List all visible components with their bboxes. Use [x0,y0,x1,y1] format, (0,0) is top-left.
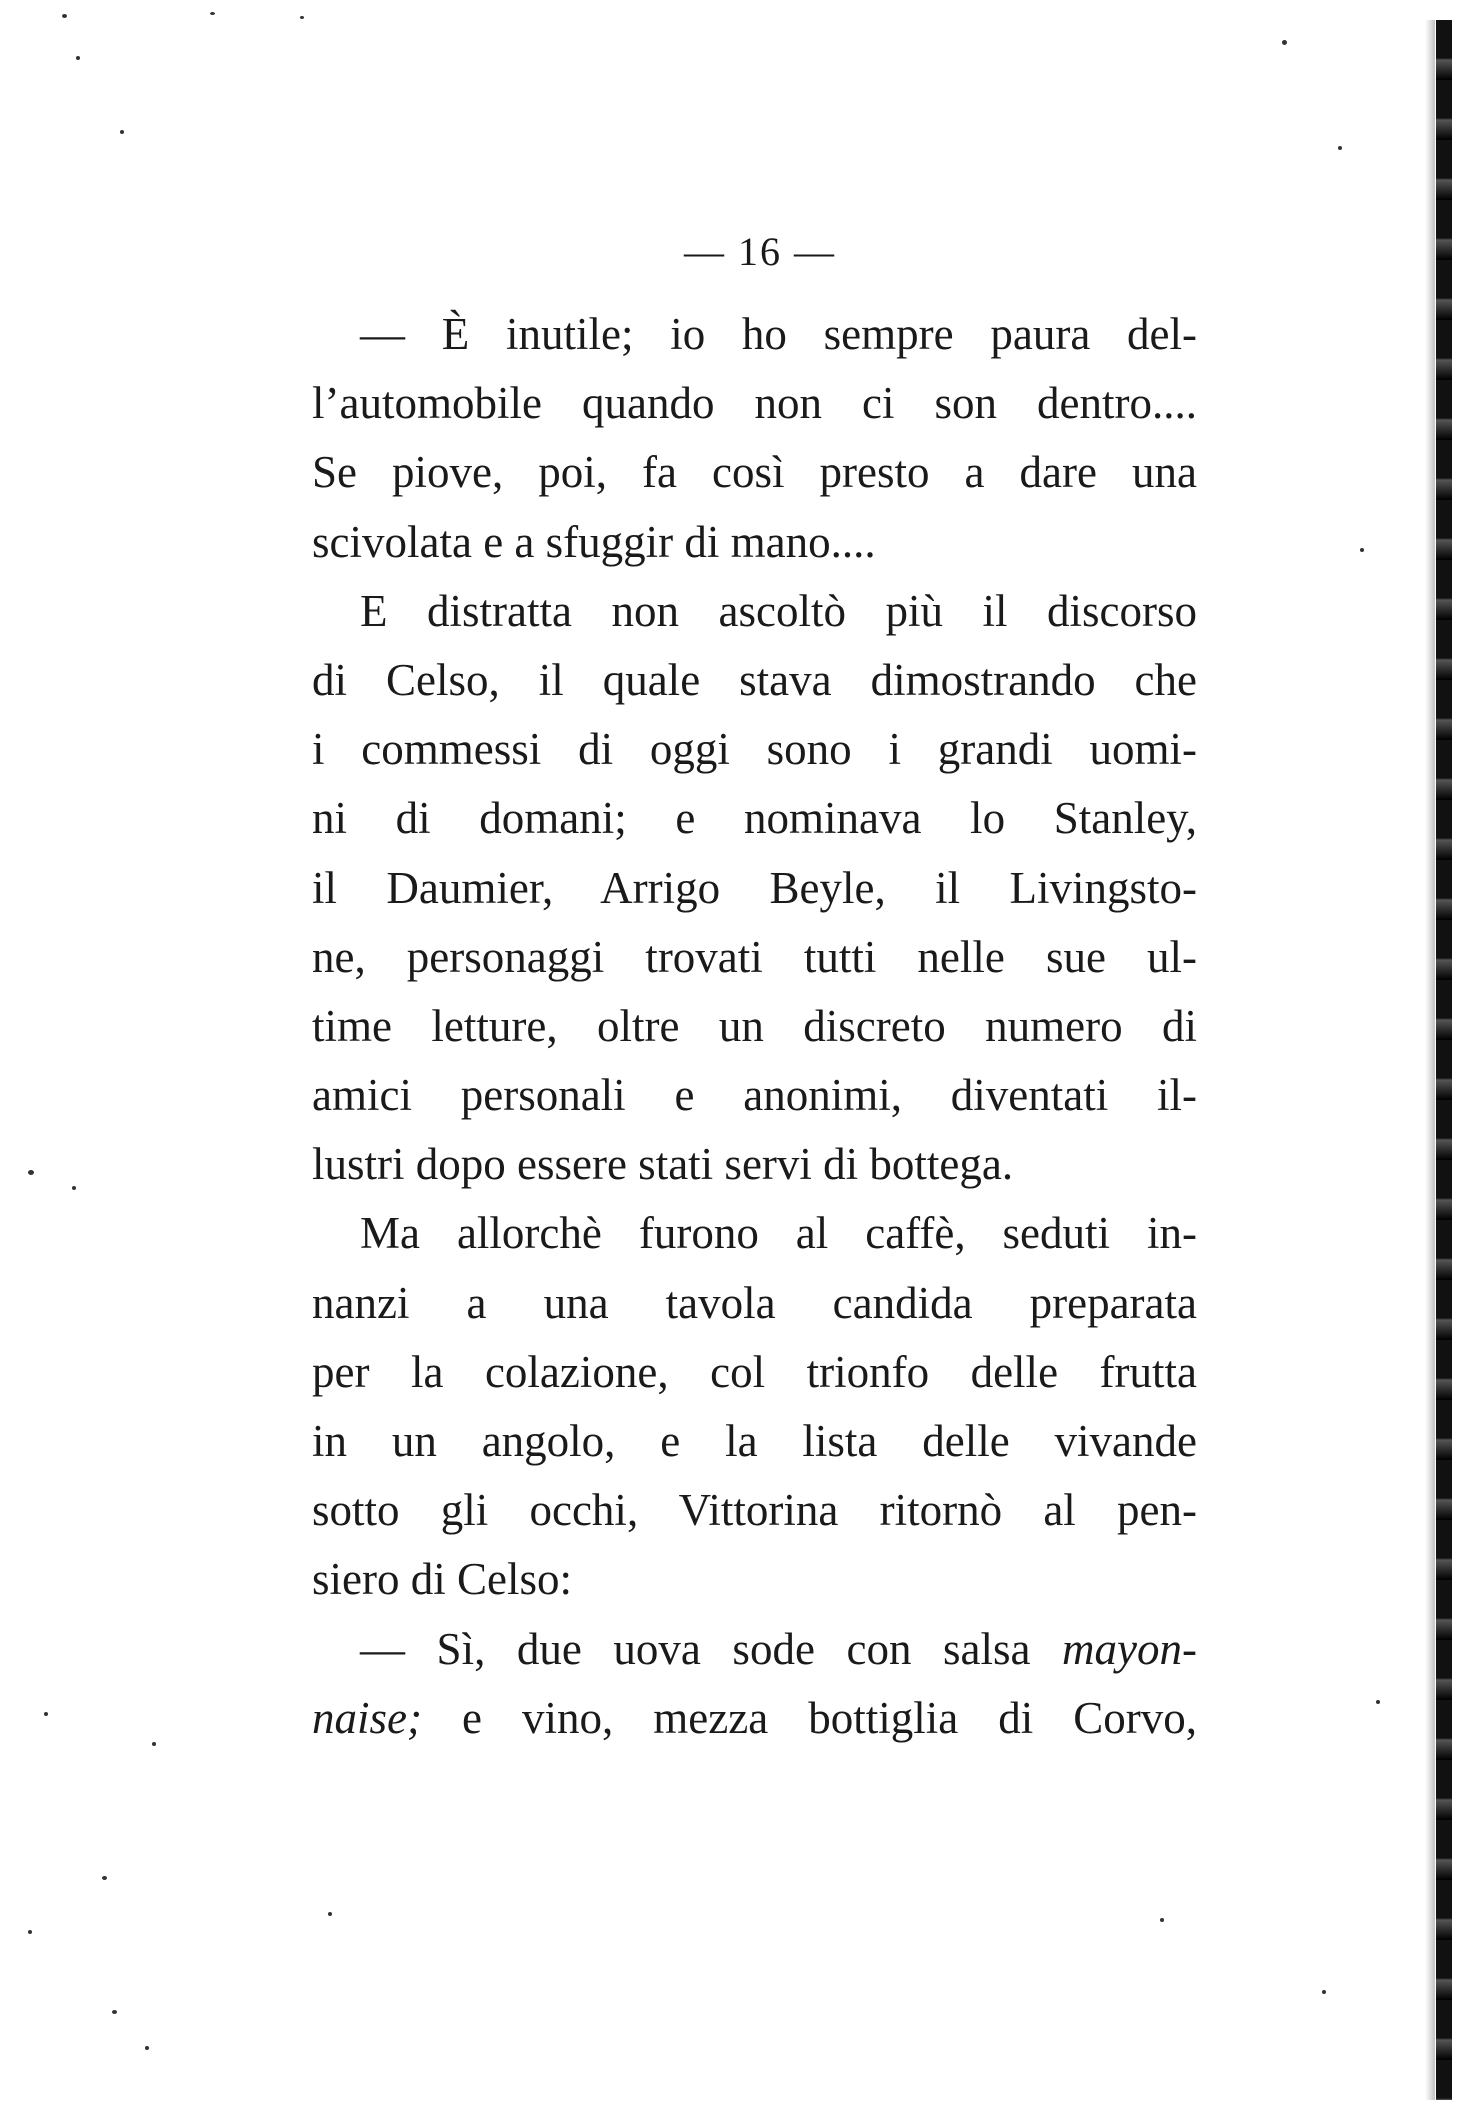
scan-speck [76,56,80,60]
text-line: nanzi a una tavola candida preparata [312,1277,1197,1328]
scan-speck [62,14,67,18]
text-line: di Celso, il quale stava dimostrando che [312,654,1197,705]
scan-speck [1376,1700,1380,1704]
page-number: — 16 — [684,229,836,274]
text-line [312,1615,1197,1684]
text-line: lustri dopo essere stati servi di bottega. [312,1139,1014,1190]
scan-speck [152,1742,156,1746]
text-line: il Daumier, Arrigo Beyle, il Livingsto- [312,862,1197,913]
text-line: l’automobile quando non ci son dentro.... [312,378,1197,429]
text-line: amici personali e anonimi, diventati il- [312,1070,1197,1121]
line-text: — Sì, due uova sode con salsa [360,1623,1063,1674]
scan-speck [28,1170,34,1175]
scan-speck [1322,1990,1326,1994]
text-line: ne, personaggi trovati tutti nelle sue ul- [312,931,1197,982]
text-line: siero di Celso: [312,1554,572,1605]
scan-speck [1360,548,1364,552]
text-line: scivolata e a sfuggir di mano.... [312,516,876,567]
text-line: per la colazione, col trionfo delle frutta [312,1346,1197,1397]
scan-speck [1282,40,1287,45]
scan-speck [300,16,304,19]
scan-speck [328,1912,332,1916]
scan-speck [28,1930,32,1934]
scan-speck [112,2010,117,2014]
text-line: ni di domani; e nominava lo Stanley, [312,793,1197,844]
scan-speck [72,1186,76,1190]
text-line: sotto gli occhi, Vittorina ritornò al pen- [312,1485,1197,1536]
text-line: Ma allorchè furono al caffè, seduti in- [360,1208,1197,1259]
line-text: e vino, mezza bottiglia di Corvo, [421,1692,1197,1743]
text-line: Se piove, poi, fa così presto a dare una [312,447,1197,498]
scan-speck [1338,146,1342,150]
text-line: in un angolo, e la lista delle vivande [312,1416,1197,1466]
text-line: time letture, oltre un discreto numero di [312,1000,1197,1051]
italic-word: mayon- [1062,1623,1197,1674]
body-text [312,300,1197,1753]
scan-speck [145,2046,149,2050]
text-line [312,1684,1197,1753]
scan-speck [44,1712,48,1716]
scan-speck [210,12,215,15]
binding-edge [1436,20,1452,2100]
scan-speck [120,130,124,134]
text-line: E distratta non ascoltò più il discorso [360,585,1197,636]
text-line: i commessi di oggi sono i grandi uomi- [312,724,1197,775]
binding-shadow [1425,20,1435,2100]
scan-speck [1160,1918,1164,1922]
scan-speck [102,1876,107,1880]
italic-word: naise; [312,1692,422,1743]
text-line: — È inutile; io ho sempre paura del- [360,309,1197,359]
